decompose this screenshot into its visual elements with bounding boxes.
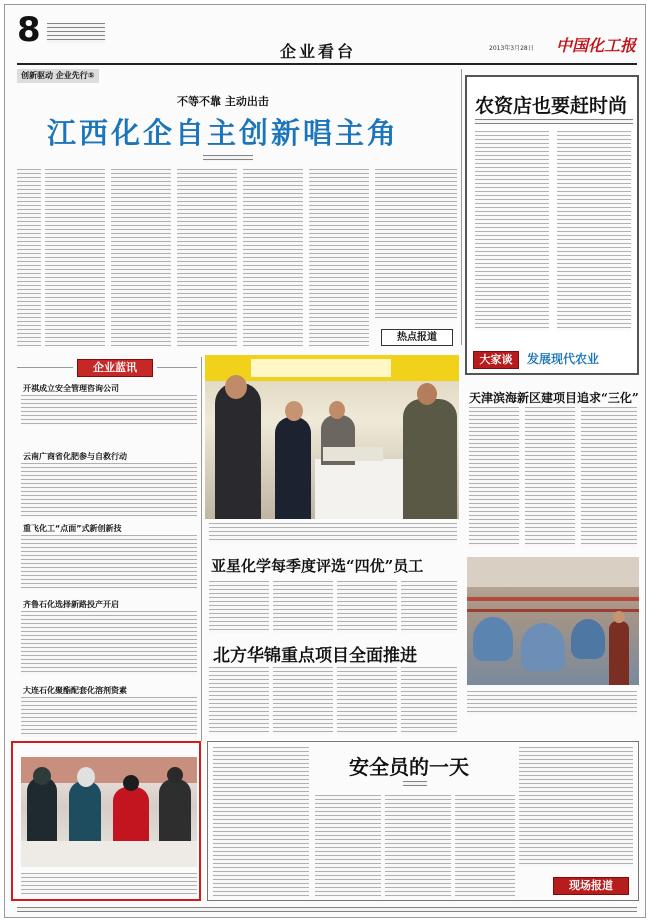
students-photo [21,757,197,867]
briefs-rule [17,367,73,368]
opinion-tag: 大家谈 [473,351,519,369]
safety-col-left [213,747,309,897]
brief-headline-5: 大连石化聚酯配套化溶剂资素 [23,686,127,695]
main-story-col-5 [309,169,369,347]
brief-headline-2: 云南广商省化肥参与自救行动 [23,452,127,461]
main-story-col-4 [243,169,303,347]
yaxing-col-4 [401,581,457,633]
yaxing-col-1 [209,581,269,633]
main-story-col-0 [17,169,41,347]
yaxing-col-2 [273,581,333,633]
safety-col-3 [455,795,515,897]
factory-photo-caption [467,691,637,715]
brief-text-2 [21,463,197,517]
tianjin-headline: 天津滨海新区建项目追求“三化” [469,391,639,405]
right-story-subtitle [475,119,633,124]
main-story-col-2 [111,169,171,347]
news-briefs-tag: 企业蓝讯 [77,359,153,377]
tianjin-col-2 [525,407,575,547]
main-story-col-6 [375,169,457,319]
page-number: 8 [17,10,41,50]
safety-byline [403,781,427,786]
brief-headline-4: 齐鲁石化选择新路投产开启 [23,600,119,609]
main-headline: 江西化企自主创新唱主角 [47,116,400,150]
main-story-col-1 [45,169,105,347]
yaxing-headline: 亚星化学每季度评选“四优”员工 [211,557,424,575]
beifang-headline: 北方华锦重点项目全面推进 [213,646,417,666]
safety-headline: 安全员的一天 [349,755,469,779]
safety-col-2 [385,795,451,897]
footer-line [17,907,637,912]
right-story-col-1 [475,131,549,331]
hot-news-tag: 热点报道 [381,329,453,346]
masthead-date: 2013年3月28日 [489,45,534,52]
right-story-title: 农资店也要赶时尚 [475,95,628,117]
story-kicker: 创新驱动 企业先行⑤ [17,69,99,83]
newspaper-page [4,4,646,918]
right-story-col-2 [557,131,631,331]
masthead-rule [17,63,637,65]
exhibition-photo-caption [209,523,457,543]
beifang-col-2 [273,667,333,735]
section-title: 企业看台 [280,42,357,61]
main-story-col-3 [177,169,237,347]
beifang-col-3 [337,667,397,735]
main-story-col-rule [461,69,462,345]
safety-col-1 [315,795,381,897]
beifang-col-4 [401,667,457,735]
factory-photo [467,557,639,685]
story-pretitle: 不等不靠 主动出击 [177,95,269,108]
students-photo-caption [21,873,197,895]
tianjin-col-3 [581,407,637,547]
masthead-info-lines [47,23,105,43]
paper-logo: 中国化工报 [556,36,637,55]
byline [203,155,253,161]
brief-text-5 [21,697,197,737]
brief-headline-3: 重飞化工“点面”式新创新技 [23,524,122,533]
briefs-rule-2 [157,367,197,368]
briefs-col-rule [201,357,202,741]
brief-headline-1: 开祺成立安全管理咨询公司 [23,384,119,393]
brief-text-4 [21,611,197,675]
exhibition-photo [205,355,459,519]
on-site-report-tag: 现场报道 [553,877,629,895]
yaxing-col-3 [337,581,397,633]
safety-col-right [519,747,633,867]
brief-text-3 [21,535,197,589]
tianjin-col-1 [469,407,519,547]
brief-text-1 [21,395,197,425]
beifang-col-1 [209,667,269,735]
opinion-tag-label: 发展现代农业 [527,352,600,366]
